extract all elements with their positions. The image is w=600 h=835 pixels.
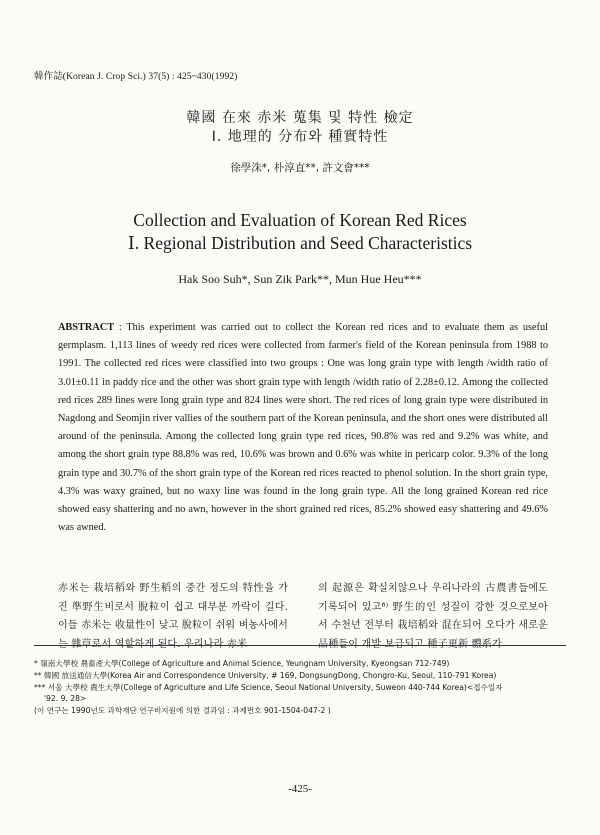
abstract-text: : This experiment was carried out to collect the Korean red rices and to evaluate them as useful germplasm. 1,113 lines of weedy red rices were collected from farmer's field of the Korean peninsula from 1988 to 1991. The collected red rices were classified into two groups : One was long grain type with length /width ratio of 3.01±0.11 in paddy rice and the other was short grain type with length /width ratio of 2.28±0.12. Among the collected red rices 289 lines were long grain type and 824 lines were short. The red rices of long grain type were distributed in Nagdong and Seomjin river vallies of the southern part of the Korean peninsula, and the short ones were distributed all around of the peninsula. Among the collected long grain type red rices, 90.8% was red and 9.2% was white, and among the short grain type 88.8% was red, 10.6% was brown and 0.6% was white in pericarp color. 9.3% of the long grain type and 30.7% of the short grain type of the Korean red rices reacted to phenol solution. In the short grain type, 4.3% was waxy grained, but no waxy line was found in the long grain type. All the long grained Korean red rice showed easy shattering and no awn, however in the short grained red rices, 85.2% showed easy shattering and 49.6% was awned. bbox=[58, 322, 548, 534]
footnote-1: * 嶺南大學校 農畜產大學(College of Agriculture and Animal Science, Yeungnam University, Kyeongsan 712-749) bbox=[34, 659, 450, 668]
footnote-2: ** 韓國 放送通信大學(Korea Air and Correspondence University, # 169, DongsungDong, Chongro-Ku, Seoul, 110-791 Korea) bbox=[34, 671, 497, 680]
english-title-line2: Ⅰ. Regional Distribution and Seed Characteristics bbox=[127, 233, 473, 253]
abstract bbox=[58, 319, 548, 537]
english-title-line1: Collection and Evaluation of Korean Red Rices bbox=[133, 210, 467, 230]
english-authors: Hak Soo Suh*, Sun Zik Park**, Mun Hue Heu*** bbox=[178, 272, 422, 286]
page-number: -425- bbox=[288, 783, 312, 795]
korean-title-line2: Ⅰ. 地理的 分布와 種實特性 bbox=[211, 129, 389, 145]
body-column-left: 赤米는 栽培稻와 野生稻의 중간 정도의 特性을 가진 準野生비로서 脫粒이 쉽고 대부분 까락이 길다. 이들 赤米는 收量性이 낮고 脫粒이 쉬워 벼농사에서는 雜草로서 역할하게 된다. 우리나라 赤米 bbox=[58, 583, 288, 650]
footnote-3: *** 서울 大學校 農生大學(College of Agriculture and Life Science, Seoul National University, Suweon 440-744 Korea)<접수일자 bbox=[34, 683, 503, 692]
footnote-divider bbox=[34, 645, 566, 646]
abstract-label: ABSTRACT bbox=[58, 322, 115, 333]
korean-authors: 徐學洙*, 朴淳直**, 許文會*** bbox=[230, 162, 370, 174]
korean-title-line1: 韓國 在來 赤米 蒐集 및 特性 檢定 bbox=[186, 110, 414, 126]
funding-note: (이 연구는 1990년도 과학재단 연구비지원에 의한 결과임 : 과제번호 901-1504-047-2 ) bbox=[34, 706, 331, 715]
body-column-right: 의 起源은 확실치않으나 우리나라의 古農書들에도 기록되어 있고⁶⁾ 野生的인 성질이 강한 것으로보아서 수천년 전부터 栽培稻와 混在되어 오다가 새로운 品種들이 개발 보급되고 種子更新 體系가 bbox=[318, 583, 548, 650]
footnote-3-date: '92. 9. 28> bbox=[44, 694, 87, 703]
journal-citation: 韓作誌(Korean J. Crop Sci.) 37(5) : 425~430(1992) bbox=[34, 72, 238, 82]
